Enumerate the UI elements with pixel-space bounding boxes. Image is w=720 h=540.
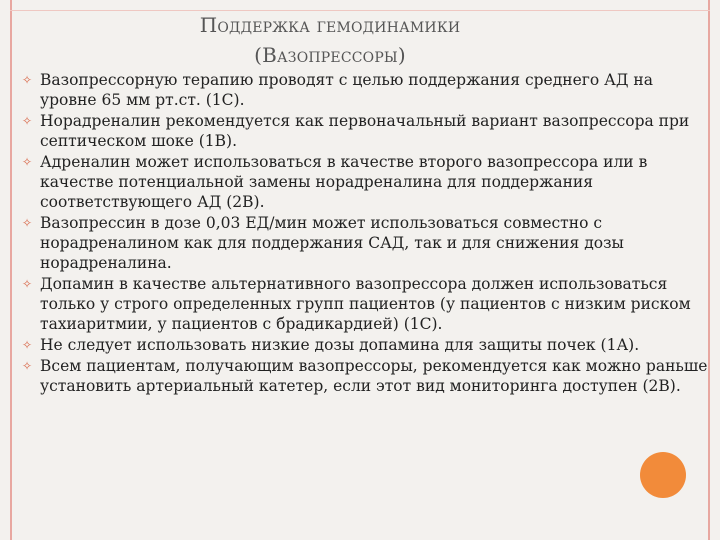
bullet-text: Норадреналин рекомендуется как первоначальный вариант вазопрессора при септическом шоке (1В). [40,112,690,150]
bullet-text: Адреналин может использоваться в качестве второго вазопрессора или в качестве потенциальной замены норадреналина для поддержания соответствующего АД (2В). [40,153,648,211]
bullet-marker-icon: ✧ [22,359,33,373]
bullet-item [22,152,712,212]
title-line-1: Поддержка гемодинамики [199,13,461,37]
bullet-marker-icon: ✧ [22,338,33,352]
bullet-item [22,274,712,334]
bullet-item [22,111,712,151]
bullet-marker-icon: ✧ [22,155,33,169]
bullet-list [22,70,712,397]
bullet-text: Допамин в качестве альтернативного вазопрессора должен использоваться только у строго определенных групп пациентов (у пациентов с низким риском тахиаритмии, у пациентов с брадикардией) (1С). [40,275,691,333]
title-line-2: (Вазопрессоры) [254,43,406,67]
bullet-text: Всем пациентам, получающим вазопрессоры, рекомендуется как можно раньше установить артериальный катетер, если этот вид мониторинга доступен (2В). [40,357,708,395]
left-border-line [10,0,12,540]
bullet-item [22,356,712,396]
bullet-marker-icon: ✧ [22,73,33,87]
slide-title [120,10,540,70]
orange-circle-decoration [640,452,686,498]
bullet-item [22,213,712,273]
bullet-text: Вазопрессин в дозе 0,03 ЕД/мин может использоваться совместно с норадреналином как для поддержания САД, так и для снижения дозы норадреналина. [40,214,624,272]
bullet-marker-icon: ✧ [22,277,33,291]
bullet-text: Не следует использовать низкие дозы допамина для защиты почек (1А). [40,336,640,354]
bullet-item [22,335,712,355]
bullet-text: Вазопрессорную терапию проводят с целью поддержания среднего АД на уровне 65 мм рт.ст. (1С). [40,71,653,109]
bullet-item [22,70,712,110]
bullet-marker-icon: ✧ [22,216,33,230]
bullet-marker-icon: ✧ [22,114,33,128]
